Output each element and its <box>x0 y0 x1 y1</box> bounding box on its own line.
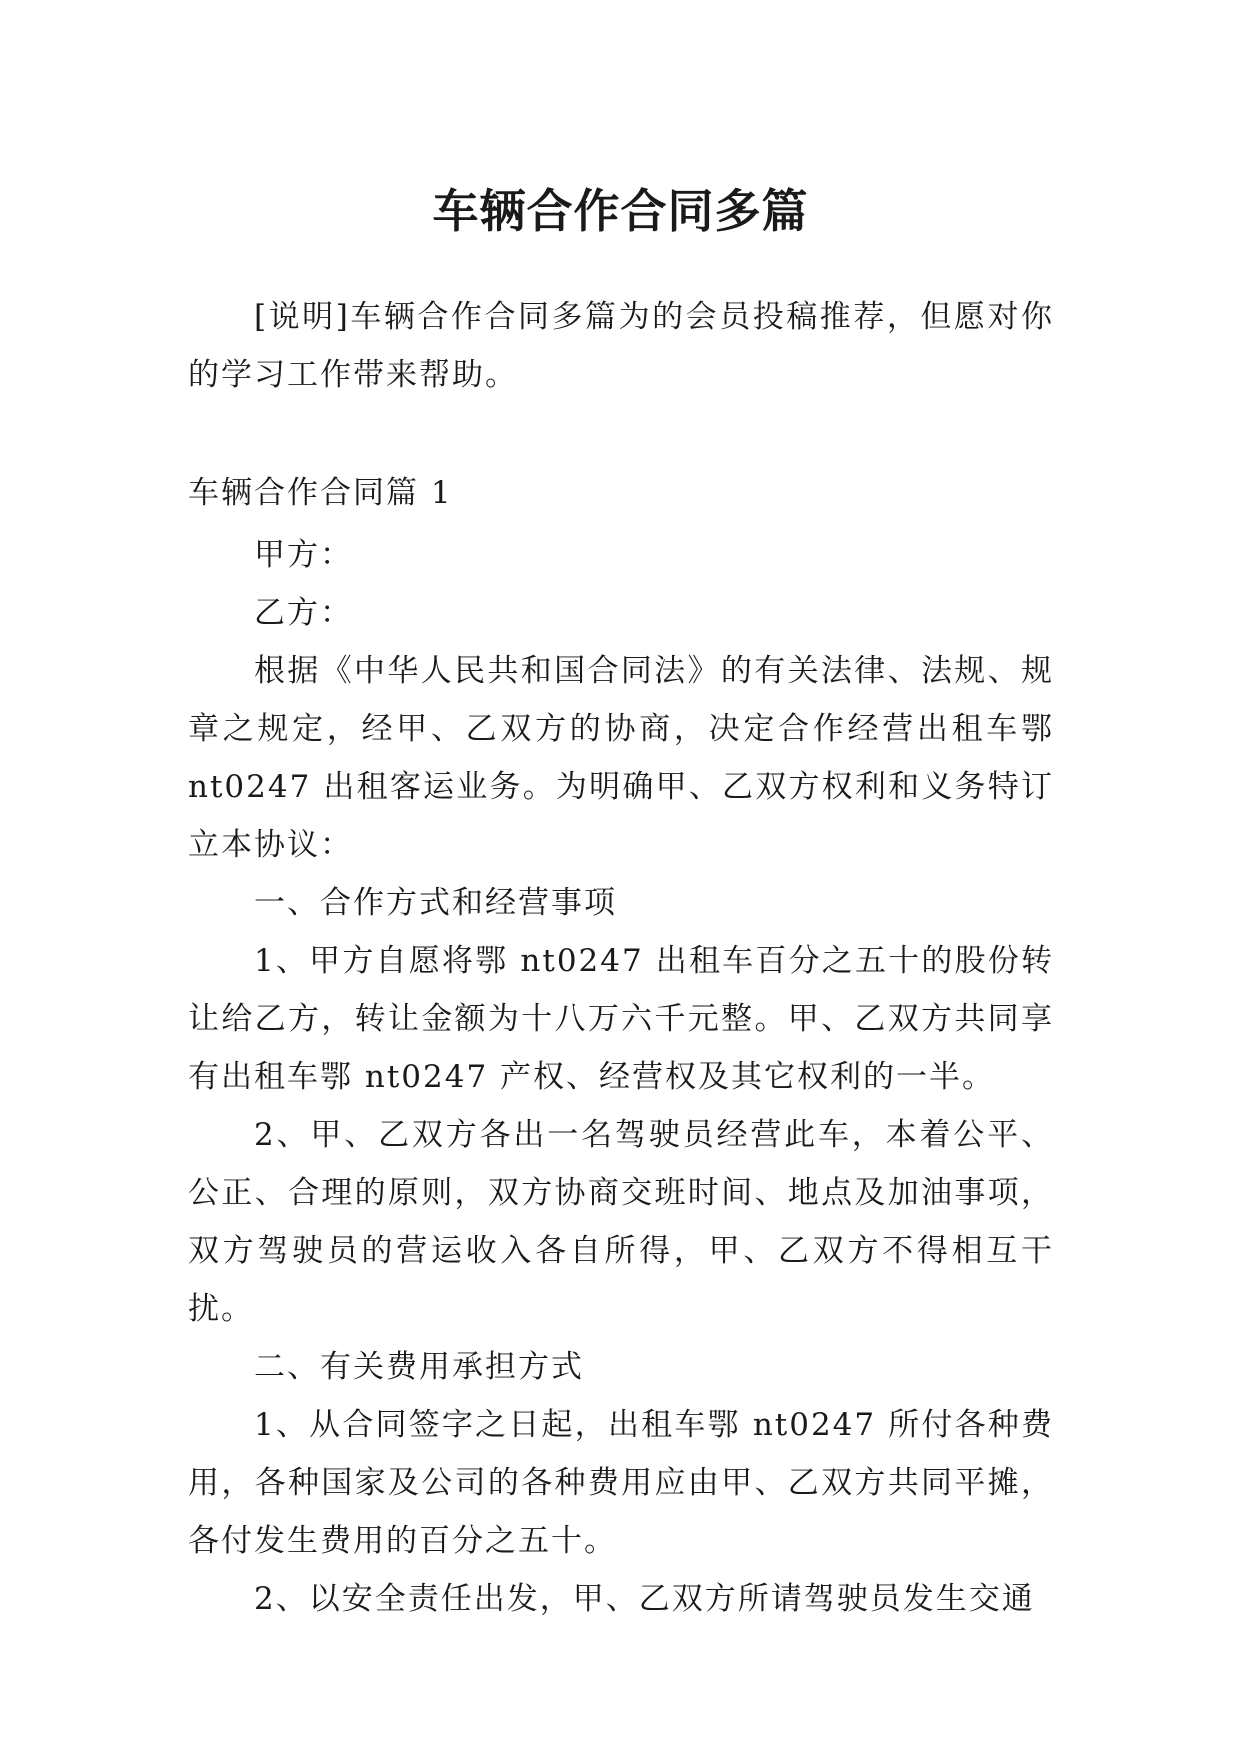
intro-block <box>188 288 1054 404</box>
party-a-line: 甲方： <box>254 537 353 573</box>
contract-body <box>188 464 1054 1628</box>
clause-2-2: 2、以安全责任出发，甲、乙双方所请驾驶员发生交通 <box>254 1581 1035 1617</box>
clause-2-1: 1、从合同签字之日起，出租车鄂 nt0247 所付各种费用，各种国家及公司的各种费用应由甲、乙双方共同平摊，各付发生费用的百分之五十。 <box>188 1407 1054 1559</box>
party-b-line: 乙方： <box>254 595 353 631</box>
clause-1-2: 2、甲、乙双方各出一名驾驶员经营此车，本着公平、公正、合理的原则，双方协商交班时间、地点及加油事项，双方驾驶员的营运收入各自所得，甲、乙双方不得相互干扰。 <box>188 1117 1054 1327</box>
section-title: 车辆合作合同篇 1 <box>188 475 453 511</box>
clause-heading-1: 一、合作方式和经营事项 <box>254 885 617 921</box>
document-title: 车辆合作合同多篇 <box>432 183 809 238</box>
clause-heading-2: 二、有关费用承担方式 <box>254 1349 584 1385</box>
intro-paragraph: [说明]车辆合作合同多篇为的会员投稿推荐，但愿对你的学习工作带来帮助。 <box>188 299 1054 393</box>
clause-1-1: 1、甲方自愿将鄂 nt0247 出租车百分之五十的股份转让给乙方，转让金额为十八万六千元整。甲、乙双方共同享有出租车鄂 nt0247 产权、经营权及其它权利的一半。 <box>188 943 1054 1095</box>
preamble-paragraph: 根据《中华人民共和国合同法》的有关法律、法规、规章之规定，经甲、乙双方的协商，决定合作经营出租车鄂 nt0247 出租客运业务。为明确甲、乙双方权利和义务特订立本协议： <box>188 653 1054 863</box>
